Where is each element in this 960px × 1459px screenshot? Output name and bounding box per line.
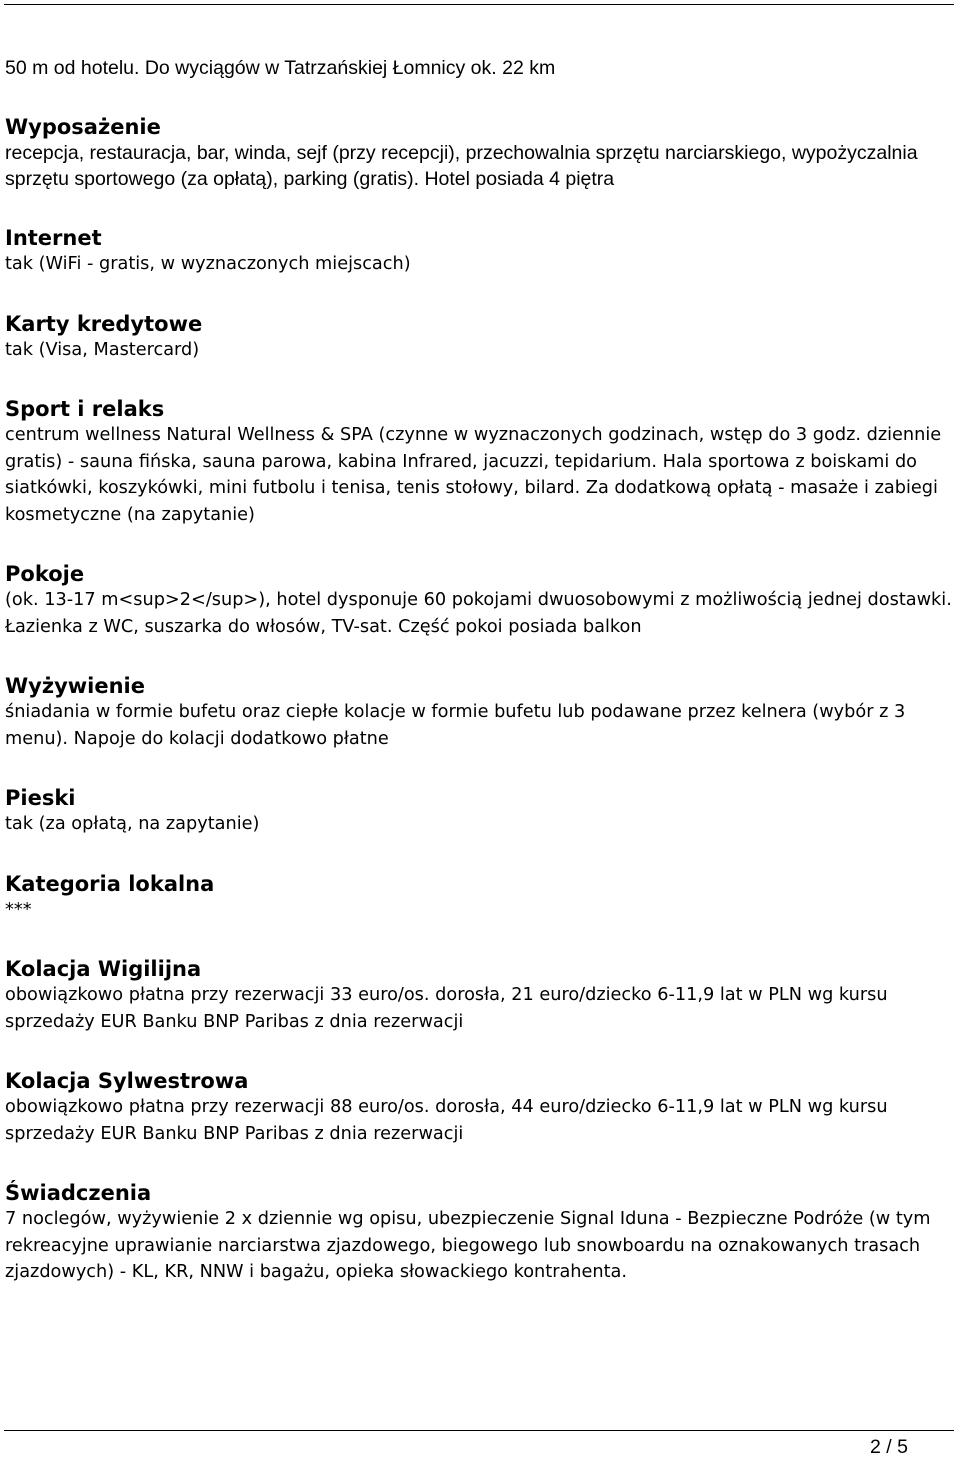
top-rule (4, 4, 954, 5)
section-wyposazenie (5, 114, 955, 192)
section-karty-kredytowe (5, 311, 955, 364)
section-text: tak (za opłatą, na zapytanie) (5, 814, 260, 834)
intro-text: 50 m od hotelu. Do wyciągów w Tatrzańskiej Łomnicy ok. 22 km (5, 57, 556, 79)
section-pokoje (5, 561, 955, 640)
section-text: centrum wellness Natural Wellness & SPA (czynne w wyznaczonych godzinach, wstęp do 3 godz. dziennie gratis) - sauna fińska, sauna parowa, kabina Infrared, jacuzzi, tepidarium. Hala sportowa z boiskami do siatkówki, koszykówki, mini futbolu i tenisa, tenis stołowy, bilard. Za dodatkową opłatą - masaże i zabiegi kosmetyczne (na zapytanie) (5, 425, 942, 525)
section-text: tak (WiFi - gratis, w wyznaczonych miejscach) (5, 254, 411, 274)
page-number: 2 / 5 (870, 1436, 908, 1458)
section-text: 7 noclegów, wyżywienie 2 x dziennie wg opisu, ubezpieczenie Signal Iduna - Bezpieczne Podróże (w tym rekreacyjne uprawianie narciarstwa zjazdowego, biegowego lub snowboardu na oznakowanych trasach zjazdowych) - KL, KR, NNW i bagażu, opieka słowackiego kontrahenta. (5, 1209, 931, 1282)
section-title: Kategoria lokalna (5, 871, 215, 896)
section-text: obowiązkowo płatna przy rezerwacji 33 euro/os. dorosła, 21 euro/dziecko 6-11,9 lat w PLN wg kursu sprzedaży EUR Banku BNP Paribas z dnia rezerwacji (5, 985, 888, 1032)
section-kolacja-sylwestrowa (5, 1068, 955, 1147)
section-kategoria-lokalna (5, 871, 955, 924)
section-title: Kolacja Wigilijna (5, 957, 202, 981)
section-title: Sport i relaks (5, 397, 165, 421)
section-wyzywienie (5, 673, 955, 752)
section-text: *** (5, 899, 32, 920)
section-title: Pokoje (5, 562, 85, 586)
section-text: śniadania w formie bufetu oraz ciepłe kolacje w formie bufetu lub podawane przez kelnera (wybór z 3 menu). Napoje do kolacji dodatkowo płatne (5, 702, 906, 749)
section-title: Pieski (5, 786, 76, 810)
section-title: Karty kredytowe (5, 311, 203, 336)
section-kolacja-wigilijna (5, 956, 955, 1035)
section-title: Internet (5, 226, 102, 250)
section-pieski (5, 785, 955, 838)
bottom-rule (4, 1430, 954, 1431)
section-title: Kolacja Sylwestrowa (5, 1069, 249, 1093)
section-sport-i-relaks (5, 396, 955, 528)
section-title: Wyżywienie (5, 674, 145, 698)
document-body (5, 55, 955, 1286)
section-title: Wyposażenie (5, 115, 161, 139)
section-internet (5, 225, 955, 278)
section-swiadczenia (5, 1180, 955, 1286)
section-text: (ok. 13-17 m<sup>2</sup>), hotel dysponuje 60 pokojami dwuosobowymi z możliwością jednej dostawki. Łazienka z WC, suszarka do włosów, TV-sat. Część pokoi posiada balkon (5, 590, 952, 637)
section-text: tak (Visa, Mastercard) (5, 339, 200, 360)
section-title: Świadczenia (5, 1181, 152, 1205)
section-text: obowiązkowo płatna przy rezerwacji 88 euro/os. dorosła, 44 euro/dziecko 6-11,9 lat w PLN wg kursu sprzedaży EUR Banku BNP Paribas z dnia rezerwacji (5, 1097, 888, 1144)
section-text: recepcja, restauracja, bar, winda, sejf (przy recepcji), przechowalnia sprzętu narciarskiego, wypożyczalnia sprzętu sportowego (za opłatą), parking (gratis). Hotel posiada 4 piętra (5, 142, 918, 190)
